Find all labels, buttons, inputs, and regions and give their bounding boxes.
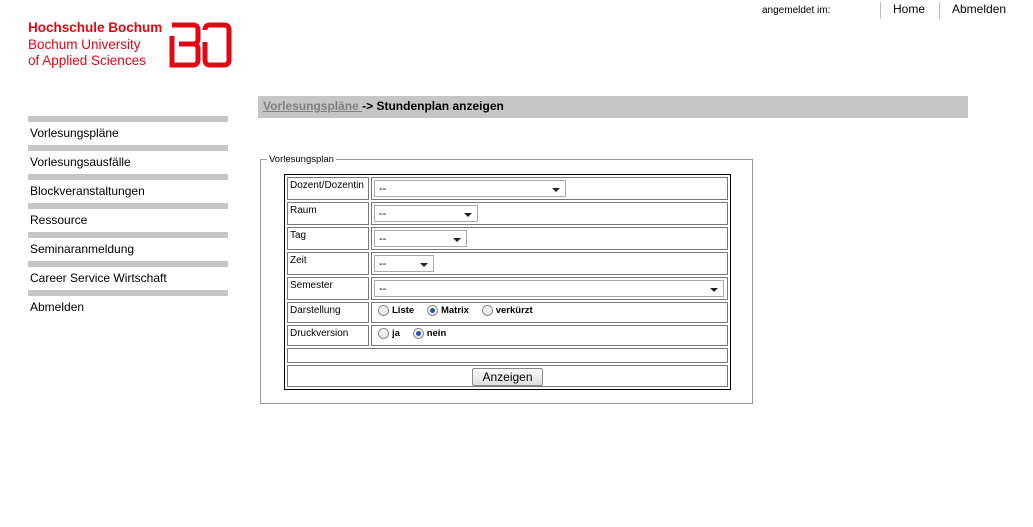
- darstellung-verkuerzt-radio[interactable]: [482, 305, 493, 316]
- stundenplan-form: [284, 174, 731, 390]
- sidebar-item-abmelden[interactable]: Abmelden: [28, 290, 228, 319]
- tag-select[interactable]: [374, 230, 467, 247]
- form-row-semester: [287, 277, 728, 300]
- chevron-down-icon: [464, 213, 472, 217]
- form-row-druckversion: [287, 325, 728, 346]
- dozent-label: Dozent/Dozentin: [287, 177, 369, 200]
- breadcrumb: [258, 96, 968, 118]
- sidebar-item-vorlesungsausfaelle[interactable]: Vorlesungsausfälle: [28, 145, 228, 174]
- sidebar-item-career-service[interactable]: Career Service Wirtschaft: [28, 261, 228, 290]
- logo-line-1: Hochschule Bochum: [28, 20, 163, 35]
- semester-select-value: --: [379, 283, 387, 295]
- druckversion-label: Druckversion: [287, 325, 369, 346]
- form-row-zeit: [287, 252, 728, 275]
- sidebar-item-ressource[interactable]: Ressource: [28, 203, 228, 232]
- dozent-select[interactable]: [374, 180, 566, 197]
- empty-row: [287, 348, 728, 363]
- breadcrumb-link-vorlesungsplaene[interactable]: Vorlesungspläne: [263, 99, 363, 113]
- submit-cell: [287, 365, 728, 387]
- breadcrumb-current: -> Stundenplan anzeigen: [362, 99, 504, 113]
- form-row-raum: [287, 202, 728, 225]
- fieldset-legend: Vorlesungsplan: [269, 154, 334, 165]
- semester-label: Semester: [287, 277, 369, 300]
- druckversion-ja-label: ja: [392, 328, 400, 339]
- druckversion-nein-label: nein: [426, 328, 447, 339]
- zeit-select[interactable]: [374, 255, 434, 272]
- logo-line-2: Bochum University: [28, 36, 141, 52]
- raum-select-value: --: [379, 208, 387, 220]
- chevron-down-icon: [453, 238, 461, 242]
- chevron-down-icon: [420, 263, 428, 267]
- sidebar-item-vorlesungsplaene[interactable]: Vorlesungspläne: [28, 116, 228, 145]
- logged-in-label: angemeldet im:: [762, 5, 831, 16]
- raum-select[interactable]: [374, 205, 478, 222]
- home-link[interactable]: Home: [880, 2, 925, 19]
- logo-line-3: of Applied Sciences: [28, 53, 146, 68]
- darstellung-verkuerzt-label: verkürzt: [495, 305, 533, 316]
- darstellung-label: Darstellung: [287, 302, 369, 323]
- form-row-darstellung: [287, 302, 728, 323]
- form-row-submit: [287, 365, 728, 387]
- sidebar-item-blockveranstaltungen[interactable]: Blockveranstaltungen: [28, 174, 228, 203]
- zeit-label: Zeit: [287, 252, 369, 275]
- tag-label: Tag: [287, 227, 369, 250]
- zeit-select-value: --: [379, 258, 387, 270]
- darstellung-matrix-radio[interactable]: [427, 305, 438, 316]
- chevron-down-icon: [552, 188, 560, 192]
- dozent-select-value: --: [379, 183, 387, 195]
- darstellung-matrix-label: Matrix: [440, 305, 469, 316]
- chevron-down-icon: [710, 288, 718, 292]
- logout-link[interactable]: Abmelden: [939, 2, 1006, 19]
- darstellung-liste-radio[interactable]: [378, 305, 389, 316]
- sidebar-item-seminaranmeldung[interactable]: Seminaranmeldung: [28, 232, 228, 261]
- form-row-dozent: [287, 177, 728, 200]
- anzeigen-button[interactable]: Anzeigen: [472, 368, 542, 386]
- darstellung-liste-label: Liste: [392, 305, 415, 316]
- bo-logo-icon: [169, 22, 232, 68]
- druckversion-nein-radio[interactable]: [413, 328, 424, 339]
- tag-select-value: --: [379, 233, 387, 245]
- university-name: [28, 20, 168, 70]
- druckversion-ja-radio[interactable]: [378, 328, 389, 339]
- semester-select[interactable]: [374, 280, 724, 297]
- sidebar-nav: [28, 116, 228, 319]
- form-row-spacer: [287, 348, 728, 363]
- form-row-tag: [287, 227, 728, 250]
- raum-label: Raum: [287, 202, 369, 225]
